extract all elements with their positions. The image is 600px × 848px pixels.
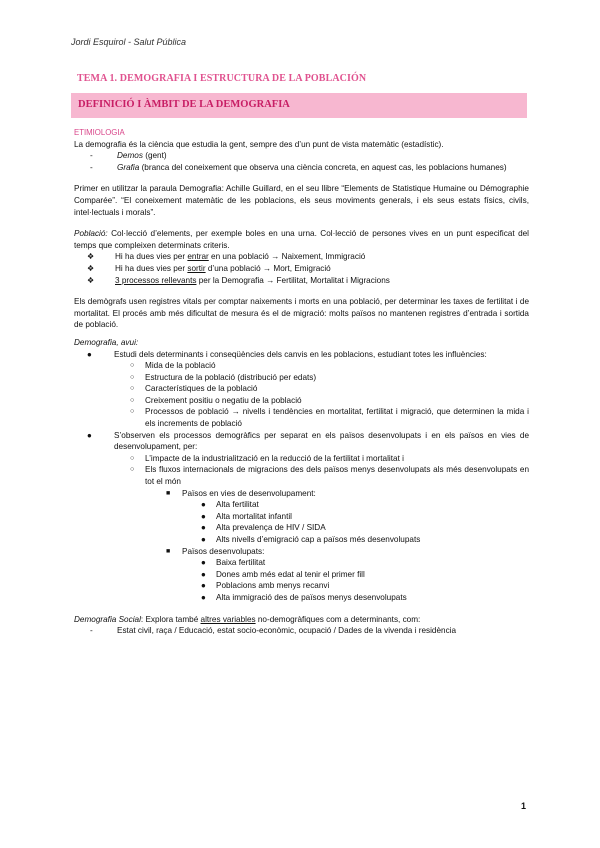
list-item: - Estat civil, raça / Educació, estat socio-econòmic, ocupació / Dades de la vivenda i residència: [90, 626, 457, 636]
list-item: ○ Processos de població → nivells i tendències en mortalitat, fertilitat i migració, que determinen la mida i els increments de població: [130, 407, 529, 429]
list-item: ● Alts nivells d’emigració cap a països més desenvolupats: [201, 535, 421, 544]
list-item: ● Dones amb més edat al tenir el primer fill: [201, 569, 365, 579]
bullet-dot-icon: ●: [201, 500, 206, 510]
circle-bullet-icon: ○: [130, 373, 135, 381]
bullet-dot-icon: ●: [201, 569, 206, 579]
chapter-title: TEMA 1. DEMOGRAFIA I ESTRUCTURA DE LA POBLACIÓN: [77, 73, 367, 84]
bullet-dot-icon: ●: [201, 535, 206, 544]
circle-bullet-icon: ○: [130, 408, 135, 416]
list-item: ● Alta mortalitat infantil: [201, 511, 292, 521]
bullet-dot-icon: ●: [87, 430, 92, 440]
section-heading-band: [71, 93, 527, 118]
running-header: Jordi Esquirol - Salut Pública: [71, 37, 187, 47]
list-item: ❖ Hi ha dues vies per entrar en una població → Naixement, Immigració: [87, 252, 366, 262]
avui-label: Demografia, avui:: [74, 337, 139, 347]
list-item: ● Alta fertilitat: [201, 500, 259, 510]
list-item: ● Poblacions amb menys recanvi: [201, 581, 330, 591]
guillard-paragraph: Primer en utilitzar la paraula Demografia: Achille Guillard, en el seu llibre “Elements de Statistique Humaine ou Démographie Comparée”. “El coneixement matemàtic de les poblacions, els seus moviments generals, i els seus estats físics, civils, intel·lectuals i morals”.: [74, 184, 529, 217]
circle-bullet-icon: ○: [130, 396, 135, 404]
body-content: [74, 127, 529, 637]
etimologia-text: La demografia és la ciència que estudia la gent, sempre des d’un punt de vista matemàtic (estadístic).: [74, 139, 444, 149]
list-item: ● Estudi dels determinants i conseqüències dels canvis en les poblacions, estudiant totes les influències:: [87, 349, 487, 359]
social-paragraph: Demografia Social: Explora també altres variables no-demogràfiques com a determinants, com:: [74, 614, 421, 624]
registres-paragraph: Els demògrafs usen registres vitals per comptar naixements i morts en una població, per determinar les taxes de fertilitat i de mortalitat. El procés amb més dificultat de mesura és el de migració: molts països no mantenen registres d’entrada i sortida de població.: [74, 297, 529, 330]
square-bullet-icon: ■: [166, 489, 171, 497]
list-item: ● Alta prevalença de HIV / SIDA: [201, 523, 326, 533]
bullet-dot-icon: ●: [87, 349, 92, 359]
poblacio-list: [74, 251, 529, 286]
bullet-dot-icon: ●: [201, 592, 206, 602]
dash-bullet: -: [90, 162, 93, 172]
list-item: ○ Característiques de la població: [130, 384, 258, 394]
etimologia-label: ETIMIOLOGIA: [74, 128, 125, 137]
bullet-dot-icon: ●: [201, 523, 206, 533]
section-title: DEFINICIÓ I ÀMBIT DE LA DEMOGRAFIA: [78, 99, 290, 110]
list-item: - Grafia (branca del coneixement que observa una ciència concreta, en aquest cas, les poblacions humanes): [90, 162, 507, 172]
dash-bullet: -: [90, 626, 93, 636]
list-item: ○ Els fluxos internacionals de migracions des dels països menys desenvolupats als més desenvolupats en tot el món: [130, 465, 529, 487]
bullet-dot-icon: ●: [201, 511, 206, 521]
square-bullet-icon: ■: [166, 547, 171, 555]
list-item: ○ Estructura de la població (distribució per edats): [130, 372, 317, 382]
poblacio-paragraph: Població: Col·lecció d’elements, per exemple boles en una urna. Col·lecció de persones vives en un punt especificat del temps que compleixen determinats criteris.: [74, 229, 529, 250]
list-item: ■ Països desenvolupats:: [166, 546, 265, 556]
diamond-bullet-icon: ❖: [87, 263, 95, 273]
diamond-bullet-icon: ❖: [87, 252, 95, 262]
diamond-bullet-icon: ❖: [87, 275, 95, 285]
list-item: ❖ Hi ha dues vies per sortir d’una població → Mort, Emigració: [87, 263, 331, 273]
etimologia-list: [74, 150, 529, 173]
circle-bullet-icon: ○: [130, 454, 135, 462]
list-item: ○ Mida de la població: [130, 361, 216, 371]
bullet-dot-icon: ●: [201, 581, 206, 591]
list-item: ● Baixa fertilitat: [201, 558, 266, 568]
social-list: [74, 625, 529, 637]
circle-bullet-icon: ○: [130, 385, 135, 393]
page-number: 1: [521, 801, 527, 811]
list-item: ● Alta immigració des de països menys desenvolupats: [201, 592, 407, 602]
list-item: ● S’observen els processos demogràfics per separat en els països desenvolupats i en els països en vies de desenvolupament, per:: [87, 430, 529, 452]
avui-list: [74, 349, 529, 604]
circle-bullet-icon: ○: [130, 466, 135, 474]
dash-bullet: -: [90, 151, 93, 161]
list-item: ○ L’impacte de la industrialització en la reducció de la fertilitat i mortalitat i: [130, 453, 404, 463]
bullet-dot-icon: ●: [201, 558, 206, 568]
list-item: ❖ 3 processos rellevants per la Demografia → Fertilitat, Mortalitat i Migracions: [87, 275, 390, 285]
list-item: ■ Països en vies de desenvolupament:: [166, 488, 316, 498]
list-item: ○ Creixement positiu o negatiu de la població: [130, 395, 302, 405]
list-item: - Demos (gent): [90, 151, 167, 161]
circle-bullet-icon: ○: [130, 362, 135, 370]
